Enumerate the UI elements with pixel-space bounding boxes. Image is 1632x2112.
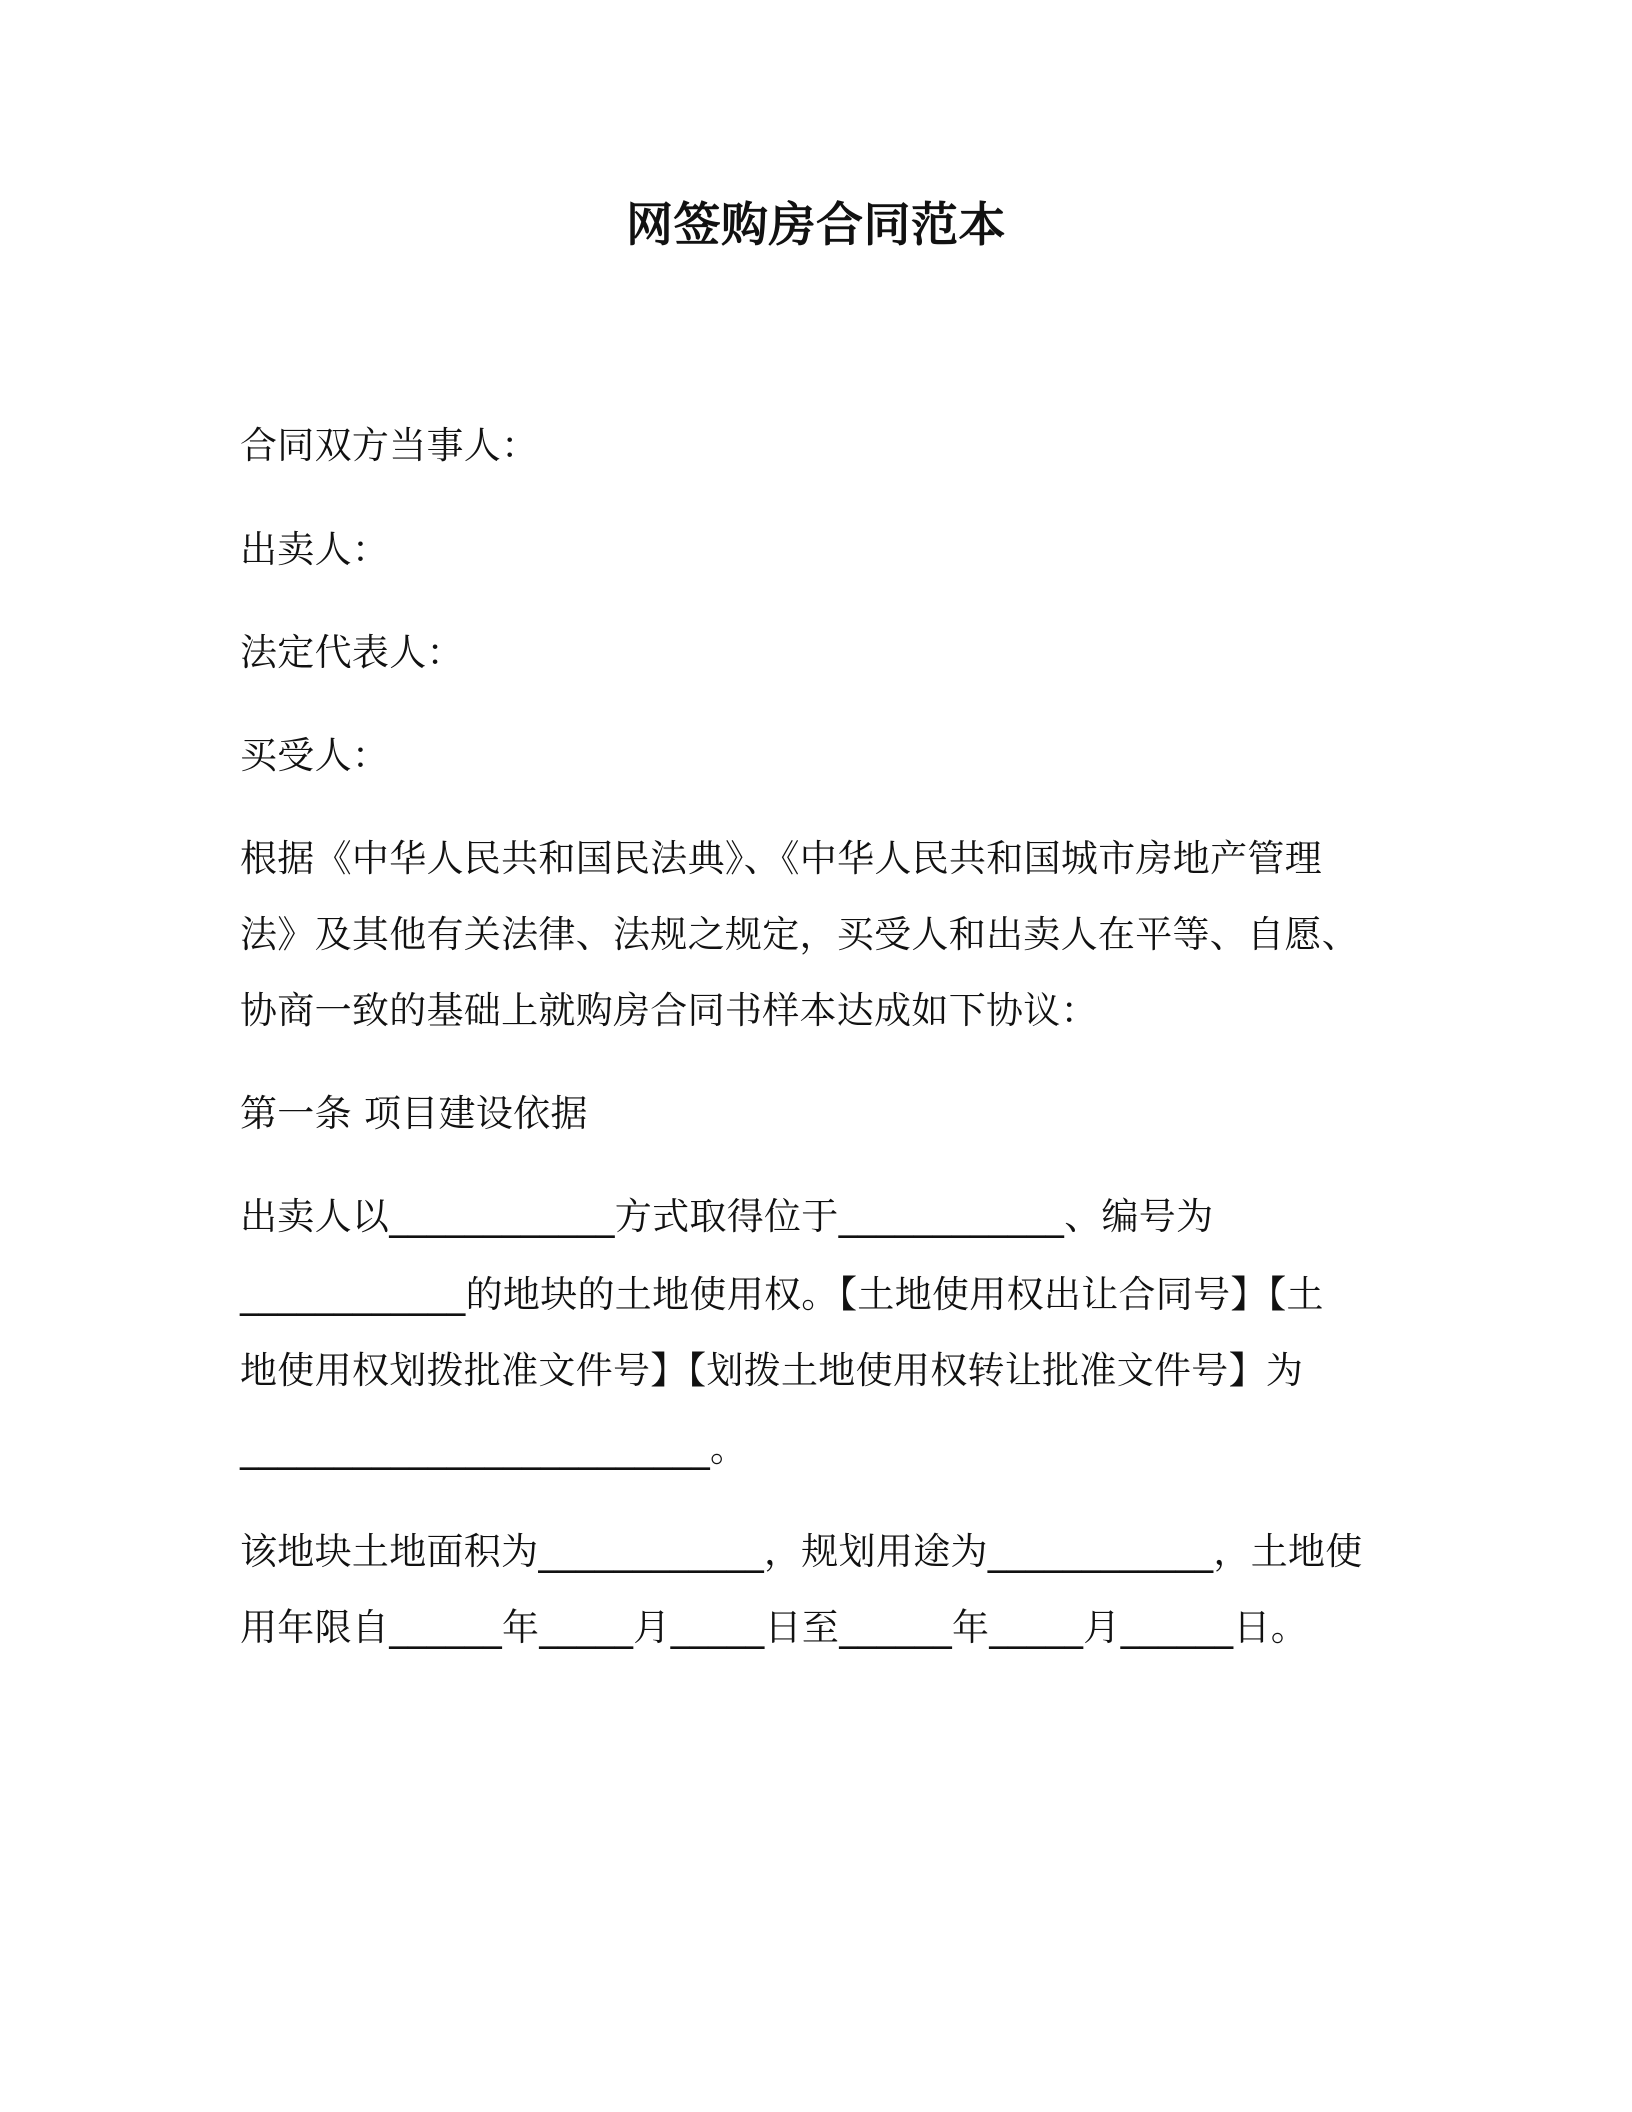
seller-label: 出卖人： bbox=[240, 528, 390, 571]
article-one-line-2: ____________的地块的土地使用权。【土地使用权出让合同号】【土 bbox=[240, 1273, 1324, 1316]
document-title: 网签购房合同范本 bbox=[626, 198, 1006, 253]
land-area-line-2: 用年限自______年_____月_____日至______年_____月______日。 bbox=[240, 1606, 1308, 1649]
preamble-line-3: 协商一致的基础上就购房合同书样本达成如下协议： bbox=[240, 989, 1098, 1032]
parties-heading: 合同双方当事人： bbox=[240, 424, 539, 467]
article-one-heading: 第一条 项目建设依据 bbox=[240, 1092, 588, 1135]
land-area-line-1: 该地块土地面积为____________，规划用途为____________，土地使 bbox=[240, 1530, 1363, 1573]
buyer-label: 买受人： bbox=[240, 734, 390, 777]
preamble-line-2: 法》及其他有关法律、法规之规定，买受人和出卖人在平等、自愿、 bbox=[240, 913, 1359, 956]
article-one-line-4: _________________________。 bbox=[240, 1427, 748, 1470]
legal-representative-label: 法定代表人： bbox=[240, 631, 464, 674]
article-one-line-3: 地使用权划拨批准文件号】【划拨土地使用权转让批准文件号】为 bbox=[240, 1349, 1304, 1392]
article-one-line-1: 出卖人以____________方式取得位于____________、编号为 bbox=[240, 1195, 1214, 1238]
preamble-line-1: 根据《中华人民共和国民法典》、《中华人民共和国城市房地产管理 bbox=[240, 837, 1322, 880]
